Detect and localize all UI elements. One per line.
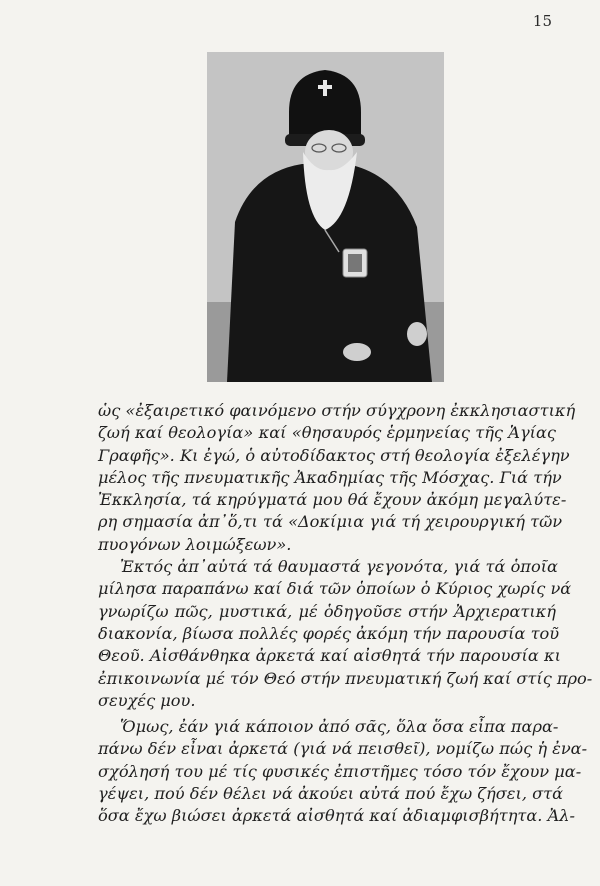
paragraph-1 bbox=[98, 400, 576, 556]
text-line: Γραφῆς». Κι ἐγώ, ὁ αὐτοδίδακτος στή θεολογία ἐξελέγην bbox=[98, 445, 570, 465]
text-line: γνωρίζω πῶς, μυστικά, μέ ὁδηγοῦσε στήν Ἀρχιερατική bbox=[98, 601, 556, 621]
text-line: ὅσα ἔχω βιώσει ἀρκετά αἰσθητά καί ἀδιαμφισβήτητα. Ἀλ- bbox=[98, 806, 575, 826]
text-line: σχόλησή του μέ τίς φυσικές ἐπιστῆμες τόσο τόν ἔχουν μα- bbox=[98, 761, 582, 781]
text-line: πάνω δέν εἶναι ἀρκετά (γιά νά πεισθεῖ), νομίζω πώς ἡ ἐνα- bbox=[98, 739, 588, 759]
text-line: μέλος τῆς πνευματικῆς Ἀκαδημίας τῆς Μόσχας. Γιά τήν bbox=[98, 467, 562, 487]
text-line: Ἐκκλησία, τά κηρύγματά μου θά ἔχουν ἀκόμη μεγαλύτε- bbox=[98, 490, 567, 510]
text-line: ὡς «ἐξαιρετικό φαινόμενο στήν σύγχρονη ἐκκλησιαστική bbox=[98, 401, 576, 420]
text-line: διακονία, βίωσα πολλές φορές ἀκόμη τήν παρουσία τοῦ bbox=[98, 623, 560, 643]
paragraph-3 bbox=[98, 716, 588, 827]
text-line: Θεοῦ. Αἰσθάνθηκα ἀρκετά καί αἰσθητά τήν παρουσία κι bbox=[98, 646, 561, 666]
paragraph-2 bbox=[98, 556, 593, 712]
body-text bbox=[98, 400, 593, 828]
text-line: ρη σημασία ἀπ᾿ὅ,τι τά «Δοκίμια γιά τή χειρουργική τῶν bbox=[98, 512, 563, 532]
text-line: Ἐκτός ἀπ᾿αὐτά τά θαυμαστά γεγονότα, γιά τά ὁποῖα bbox=[120, 557, 558, 577]
text-line: ζωή καί θεολογία» καί «θησαυρός ἑρμηνείας τῆς Ἁγίας bbox=[98, 423, 556, 443]
portrait-photo bbox=[207, 52, 444, 382]
text-line: γέψει, πού δέν θέλει νά ἀκούει αὐτά πού ἔχω ζήσει, στά bbox=[98, 784, 564, 804]
text-line: ἐπικοινωνία μέ τόν Θεό στήν πνευματική ζωή καί στίς προ- bbox=[98, 668, 593, 688]
page-number: 15 bbox=[532, 12, 552, 30]
text-line: μίλησα παραπάνω καί διά τῶν ὁποίων ὁ Κύριος χωρίς νά bbox=[98, 579, 572, 599]
text-line: σευχές μου. bbox=[98, 690, 196, 710]
text-line: Ὅμως, ἐάν γιά κάποιον ἀπό σᾶς, ὅλα ὅσα εἶπα παρα- bbox=[120, 717, 559, 737]
text-line: πυογόνων λοιμώξεων». bbox=[98, 534, 292, 554]
